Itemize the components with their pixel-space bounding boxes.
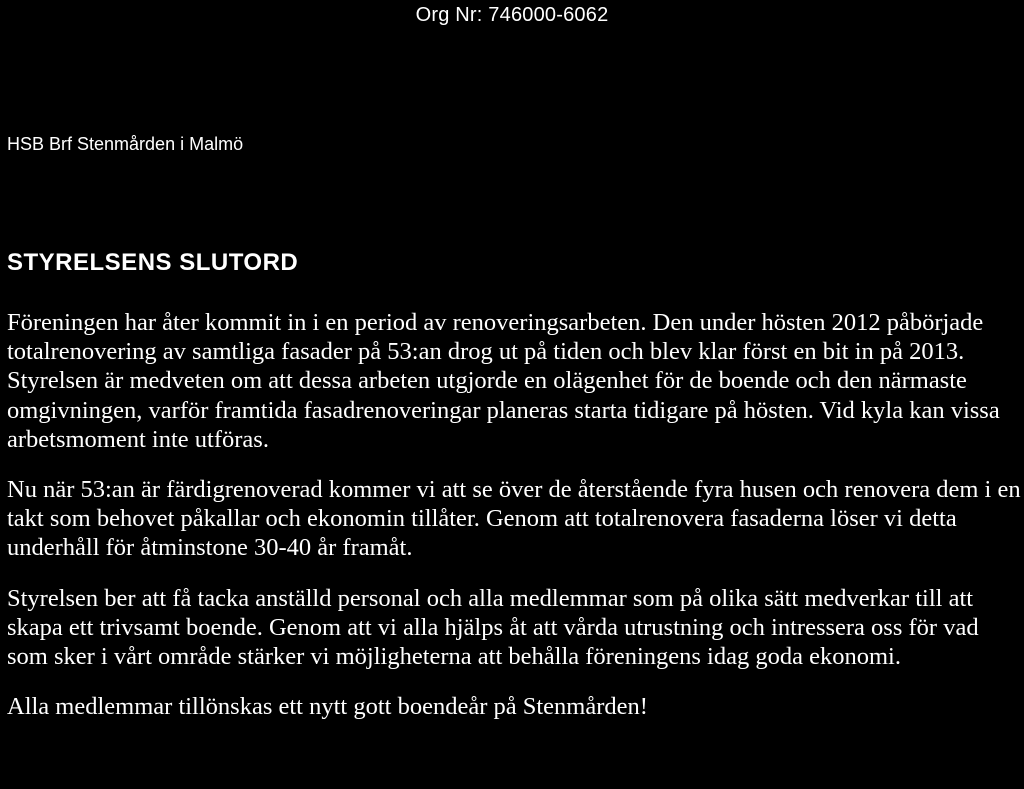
paragraph-greeting: Alla medlemmar tillönskas ett nytt gott boendeår på Stenmården! xyxy=(7,693,648,721)
paragraph-future-plans: Nu när 53:an är färdigrenoverad kommer vi att se över de återstående fyra husen och renovera dem i en takt som behovet påkallar och ekonomin tillåter. Genom att totalrenovera fasaderna löser vi detta underhåll för åtminstone 30-40 år framåt. xyxy=(7,476,1021,562)
paragraph-renovation: Föreningen har åter kommit in i en period av renoveringsarbeten. Den under hösten 2012 påbörjade totalrenovering av samtliga fasader på 53:an drog ut på tiden och blev klar först en bit in på 2013. Styrelsen är medveten om att dessa arbeten utgjorde en olägenhet för de boende och den närmaste omgivningen, varför framtida fasadrenoveringar planeras starta tidigare på hösten. Vid kyla kan vissa arbetsmoment inte utföras. xyxy=(7,309,1000,453)
org-number: Org Nr: 746000-6062 xyxy=(415,4,609,26)
section-heading: STYRELSENS SLUTORD xyxy=(7,249,299,276)
section-body xyxy=(7,308,1021,721)
paragraph-thanks: Styrelsen ber att få tacka anställd personal och alla medlemmar som på olika sätt medverkar till att skapa ett trivsamt boende. Genom att vi alla hjälps åt att vårda utrustning och intressera oss för vad som sker i vårt område stärker vi möjligheterna att behålla föreningens idag goda ekonomi. xyxy=(7,584,979,671)
organization-name: HSB Brf Stenmården i Malmö xyxy=(7,134,244,154)
